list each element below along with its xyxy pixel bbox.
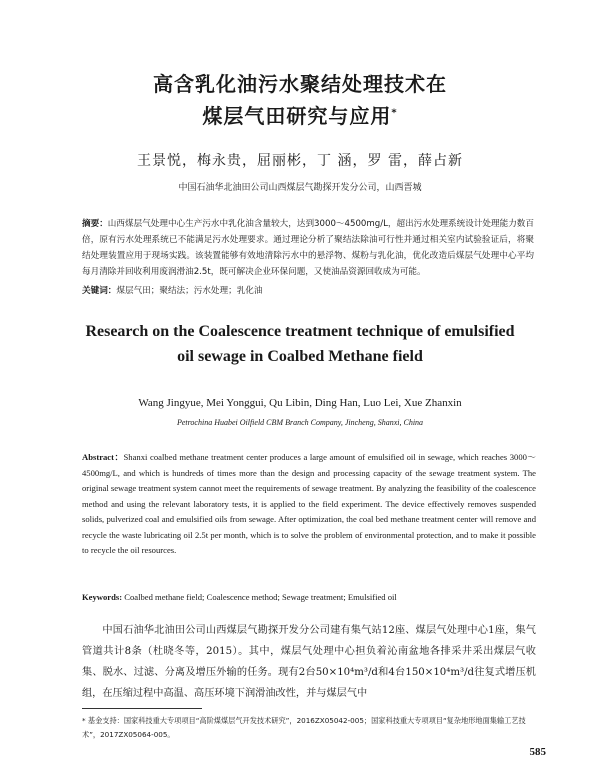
chinese-authors: 王景悦，梅永贵，屈丽彬，丁 涵，罗 雷，薛占新 [137,153,463,169]
funding-footnote: * 基金支持：国家科技重大专项项目“高阶煤煤层气开发技术研究”，2016ZX05042-005；国家科技重大专项项目“复杂地形地面集输工艺技术”，2017ZX05064-005。 [82,716,526,739]
chinese-keywords-label: 关键词： [82,286,117,296]
footnote-divider [82,708,202,709]
chinese-keywords [82,284,534,296]
chinese-abstract [82,216,534,280]
english-keywords-text: Coalbed methane field; Coalescence method; Sewage treatment; Emulsified oil [124,592,397,602]
page-number: 585 [529,746,546,758]
chinese-title-line-2 [0,100,600,129]
chinese-affiliation: 中国石油华北油田公司山西煤层气勘探开发分公司，山西晋城 [178,183,422,193]
chinese-abstract-label: 摘要： [82,219,108,229]
funding-footnote-mark: * [391,107,398,119]
english-abstract-text: Shanxi coalbed methane treatment center produces a large amount of emulsified oil in sewage, which reaches 3000～4500mg/L, and which is hundreds of times more than the design and processing capacity of the sewage treatment system. The original sewage treatment system cannot meet the requirements of sewage treatment. By analyzing the feasibility of the coalescence method and using the relevant laboratory tests, it is applied to the field experiment. The device effectively removes suspended solids, pulverized coal and emulsified oils from sewage. After optimization, the coal bed methane treatment center will remove and recycle the waste lubricating oil 2.5t per month, which is to solve the problem of environmental protection, and to make it possible to recycle the oil resources. [82,452,536,555]
english-keywords-label: Keywords: [82,592,123,602]
body-paragraph: 中国石油华北油田公司山西煤层气勘探开发分公司建有集气站12座、煤层气处理中心1座，集气管道共计8条（杜晓冬等，2015）。其中，煤层气处理中心担负着沁南盆地各排采井采出煤层气收集、脱水、过滤、分离及增压外输的任务。现有2台50×10⁴m³/d和4台150×10⁴m³/d往复式增压机组，在压缩过程中高温、高压环境下润滑油改性，并与煤层气中 [82,625,536,699]
chinese-abstract-text: 山西煤层气处理中心生产污水中乳化油含量较大，达到3000～4500mg/L，超出污水处理系统设计处理能力数百倍，原有污水处理系统已不能满足污水处理要求。通过理论分析了聚结法除油可行性并通过相关室内试验验证后，将聚结处理装置应用于现场实践。该装置能够有效地清除污水中的悬浮物、煤粉与乳化油，优化改造后煤层气处理中心平均每月清除并回收利用废润滑油2.5t，既可解决企业环保问题，又使油品资源回收成为可能。 [82,219,534,277]
english-abstract-label: Abstract： [82,452,124,462]
chinese-keywords-text: 煤层气田；聚结法；污水处理；乳化油 [116,286,263,296]
english-authors: Wang Jingyue, Mei Yonggui, Qu Libin, Ding Han, Luo Lei, Xue Zhanxin [138,397,462,409]
english-affiliation: Petrochina Huabei Oilfield CBM Branch Company, Jincheng, Shanxi, China [176,418,424,427]
english-abstract [82,450,536,559]
chinese-title-line-2-text: 煤层气田研究与应用 [202,104,392,128]
english-title-line-2: oil sewage in Coalbed Methane field [177,348,423,365]
chinese-title-line-1: 高含乳化油污水聚结处理技术在 [153,72,447,96]
english-keywords [82,592,536,602]
english-title-line-1: Research on the Coalescence treatment technique of emulsified [85,323,515,340]
